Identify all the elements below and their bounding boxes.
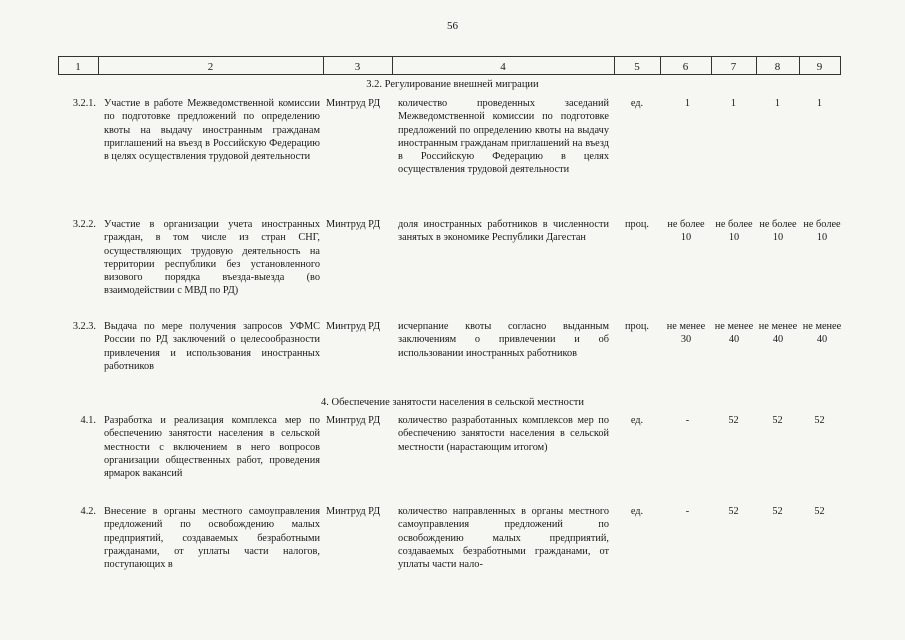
activity-text: Участие в работе Межведомственной комиссии по подготовке предложений по определению квоты на выдачу иностранным гражданам приглашений на въезд в Российскую Федерацию в целях осуществления трудовой деятельности: [104, 98, 320, 163]
indicator-text: количество проведенных заседаний Межведомственной комиссии по подготовке предложений по определению квоты на выдачу иностранным гражданам приглашений на въезд в Российскую Федерацию в целях осуществления трудовой деятельности: [398, 98, 609, 176]
executor: Минтруд РД: [326, 506, 381, 517]
header-col-9: 9: [816, 61, 823, 73]
value-col-9: 1: [816, 98, 823, 109]
executor: Минтруд РД: [326, 415, 381, 426]
value-col-8: 52: [772, 506, 783, 517]
unit: ед.: [630, 506, 644, 517]
value-col-6: не более 10: [667, 219, 705, 244]
page-number: 56: [447, 20, 458, 32]
indicator-text: исчерпание квоты согласно выданным заключениям о привлечении и об использовании иностранных работников: [398, 321, 609, 359]
indicator-text: количество направленных в органы местного самоуправления предложений по освобождению малых предприятий, создаваемых безработными гражданами, от уплаты части нало-: [398, 506, 609, 571]
activity-text: Выдача по мере получения запросов УФМС России по РД заключений о целесообразности привлечения и использования иностранных работников: [104, 321, 320, 372]
value-col-6: не менее 30: [666, 321, 706, 346]
value-col-6: -: [685, 506, 690, 517]
value-col-8: 1: [774, 98, 781, 109]
value-col-7: 52: [728, 506, 739, 517]
value-col-7: 1: [730, 98, 737, 109]
value-col-7: не менее 40: [714, 321, 754, 346]
value-col-6: 1: [684, 98, 691, 109]
value-col-9: не более 10: [803, 219, 841, 244]
unit: проц.: [625, 321, 649, 332]
value-col-7: 52: [728, 415, 739, 426]
activity-text: Участие в организации учета иностранных граждан, в том числе из стран СНГ, осуществляющих трудовую деятельность на территории республики без установленного визового порядка въезда-выезда (во взаимодействии с МВД по РД): [104, 219, 320, 297]
row-number: 3.2.1.: [72, 98, 96, 109]
executor: Минтруд РД: [326, 219, 381, 230]
header-col-1: 1: [75, 61, 81, 73]
header-col-2: 2: [207, 61, 214, 73]
unit: ед.: [630, 415, 644, 426]
value-col-9: не менее 40: [802, 321, 842, 346]
header-col-4: 4: [500, 61, 506, 73]
section-heading-4: 4. Обеспечение занятости населения в сельской местности: [321, 397, 584, 408]
value-col-9: 52: [814, 415, 825, 426]
executor: Минтруд РД: [326, 98, 381, 109]
value-col-9: 52: [814, 506, 825, 517]
header-col-6: 6: [682, 61, 689, 73]
row-number: 3.2.2.: [72, 219, 96, 230]
activity-text: Внесение в органы местного самоуправления предложений по освобождению малых предприятий, создаваемых безработными гражданами, от уплаты части налогов, поступающих в: [104, 506, 320, 571]
header-col-3: 3: [354, 61, 361, 73]
row-number: 4.2.: [80, 506, 96, 517]
activity-text: Разработка и реализация комплекса мер по обеспечению занятости населения в сельской местности с включением в него вопросов организации общественных работ, проведения ярмарок вакансий: [104, 415, 320, 480]
row-number: 3.2.3.: [72, 321, 96, 332]
header-col-5: 5: [634, 61, 640, 73]
value-col-7: не более 10: [715, 219, 753, 244]
indicator-text: доля иностранных работников в численности занятых в экономике Республики Дагестан: [398, 219, 609, 244]
unit: ед.: [630, 98, 644, 109]
unit: проц.: [625, 219, 649, 230]
header-col-7: 7: [730, 61, 737, 73]
section-heading-3-2: 3.2. Регулирование внешней миграции: [366, 79, 539, 90]
executor: Минтруд РД: [326, 321, 381, 332]
row-number: 4.1.: [80, 415, 96, 426]
header-top-rule: [58, 56, 840, 57]
header-bottom-rule: [58, 74, 840, 75]
value-col-8: не менее 40: [758, 321, 798, 346]
col-divider: [840, 56, 841, 75]
header-col-8: 8: [774, 61, 781, 73]
value-col-8: не более 10: [759, 219, 797, 244]
indicator-text: количество разработанных комплексов мер по обеспечению занятости населения в сельской местности (нарастающим итогом): [398, 415, 609, 453]
value-col-6: -: [685, 415, 690, 426]
value-col-8: 52: [772, 415, 783, 426]
